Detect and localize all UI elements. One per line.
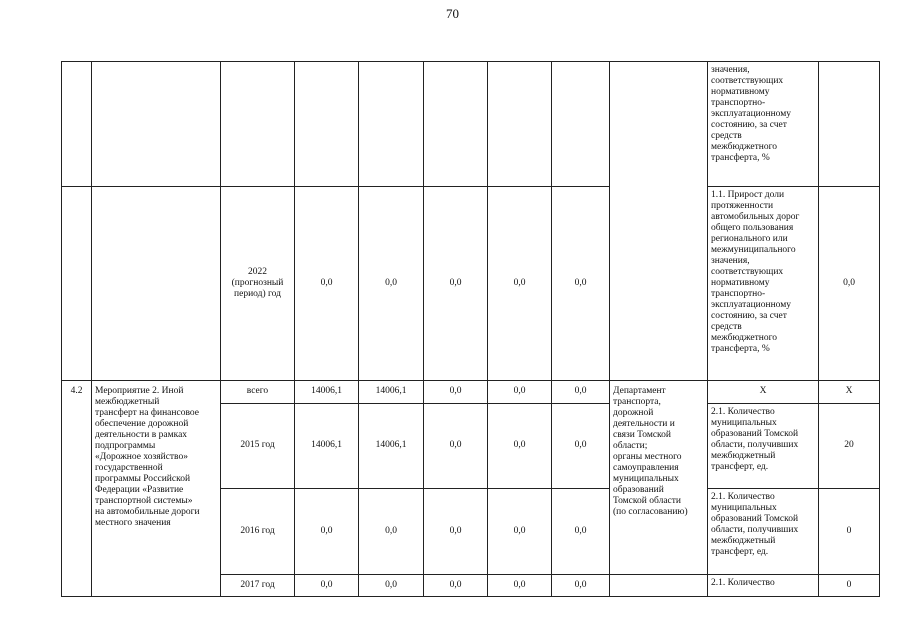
cell-value [295, 62, 359, 187]
program-table [61, 61, 880, 597]
cell-period: 2016 год [221, 489, 295, 575]
cell-value: 0,0 [488, 489, 552, 575]
cell-indicator: 2.1. Количество [708, 575, 819, 597]
cell-value: 0,0 [359, 575, 424, 597]
cell-period: 2015 год [221, 404, 295, 489]
cell-executor [610, 575, 708, 597]
cell-value [488, 62, 552, 187]
cell-value: 0,0 [359, 187, 424, 381]
cell-value: 0,0 [424, 187, 488, 381]
cell-value: 0,0 [488, 187, 552, 381]
cell-period [221, 62, 295, 187]
cell-period: 2017 год [221, 575, 295, 597]
cell-value: 0,0 [295, 187, 359, 381]
cell-number [62, 62, 92, 187]
cell-value: 14006,1 [359, 404, 424, 489]
cell-indicator-value [819, 62, 880, 187]
cell-value: 0,0 [424, 489, 488, 575]
cell-executor: Департамент транспорта, дорожной деятельности и связи Томской области; органы местного самоуправления муниципальных образований Томской области (по согласованию) [610, 381, 708, 575]
table-row-total [62, 381, 880, 404]
cell-indicator: 2.1. Количество муниципальных образований Томской области, получивших межбюджетный трансферт, ед. [708, 404, 819, 489]
cell-number: 4.2 [62, 381, 92, 597]
cell-value: 0,0 [552, 187, 610, 381]
cell-name: Мероприятие 2. Иной межбюджетный трансферт на финансовое обеспечение дорожной деятельности в рамках подпрограммы «Дорожное хозяйство» государственной программы Российской Федерации «Развитие транспортной системы» на автомобильные дороги местного значения [92, 381, 221, 597]
cell-value: 0,0 [424, 381, 488, 404]
table-row-continuation [62, 62, 880, 187]
cell-value: 14006,1 [295, 404, 359, 489]
cell-name [92, 187, 221, 381]
cell-indicator: Х [708, 381, 819, 404]
cell-indicator-value: 0 [819, 575, 880, 597]
cell-value: 0,0 [359, 489, 424, 575]
cell-number [62, 187, 92, 381]
cell-value: 0,0 [424, 575, 488, 597]
cell-value: 0,0 [552, 381, 610, 404]
cell-value: 0,0 [488, 575, 552, 597]
cell-value: 0,0 [295, 489, 359, 575]
cell-indicator: 2.1. Количество муниципальных образований Томской области, получивших межбюджетный трансферт, ед. [708, 489, 819, 575]
page-number: 70 [446, 6, 459, 21]
cell-value: 0,0 [295, 575, 359, 597]
cell-executor [610, 62, 708, 381]
cell-indicator-value: 20 [819, 404, 880, 489]
cell-value [424, 62, 488, 187]
cell-name [92, 62, 221, 187]
cell-value: 0,0 [424, 404, 488, 489]
cell-indicator: 1.1. Прирост доли протяженности автомобильных дорог общего пользования регионального или межмуниципального значения, соответствующих нормативному транспортно- эксплуатационному состоянию, за счет средств межбюджетного трансферта, % [708, 187, 819, 381]
cell-value: 0,0 [488, 404, 552, 489]
cell-value: 14006,1 [359, 381, 424, 404]
cell-indicator-value: 0 [819, 489, 880, 575]
cell-indicator: значения, соответствующих нормативному транспортно- эксплуатационному состоянию, за счет средств межбюджетного трансферта, % [708, 62, 819, 187]
cell-indicator-value: 0,0 [819, 187, 880, 381]
cell-value: 0,0 [552, 404, 610, 489]
cell-value: 0,0 [552, 575, 610, 597]
cell-value [359, 62, 424, 187]
cell-value: 0,0 [488, 381, 552, 404]
cell-period: всего [221, 381, 295, 404]
cell-value: 0,0 [552, 489, 610, 575]
cell-value [552, 62, 610, 187]
cell-value: 14006,1 [295, 381, 359, 404]
cell-period: 2022 (прогнозный период) год [221, 187, 295, 381]
cell-indicator-value: Х [819, 381, 880, 404]
table-row-2022 [62, 187, 880, 381]
